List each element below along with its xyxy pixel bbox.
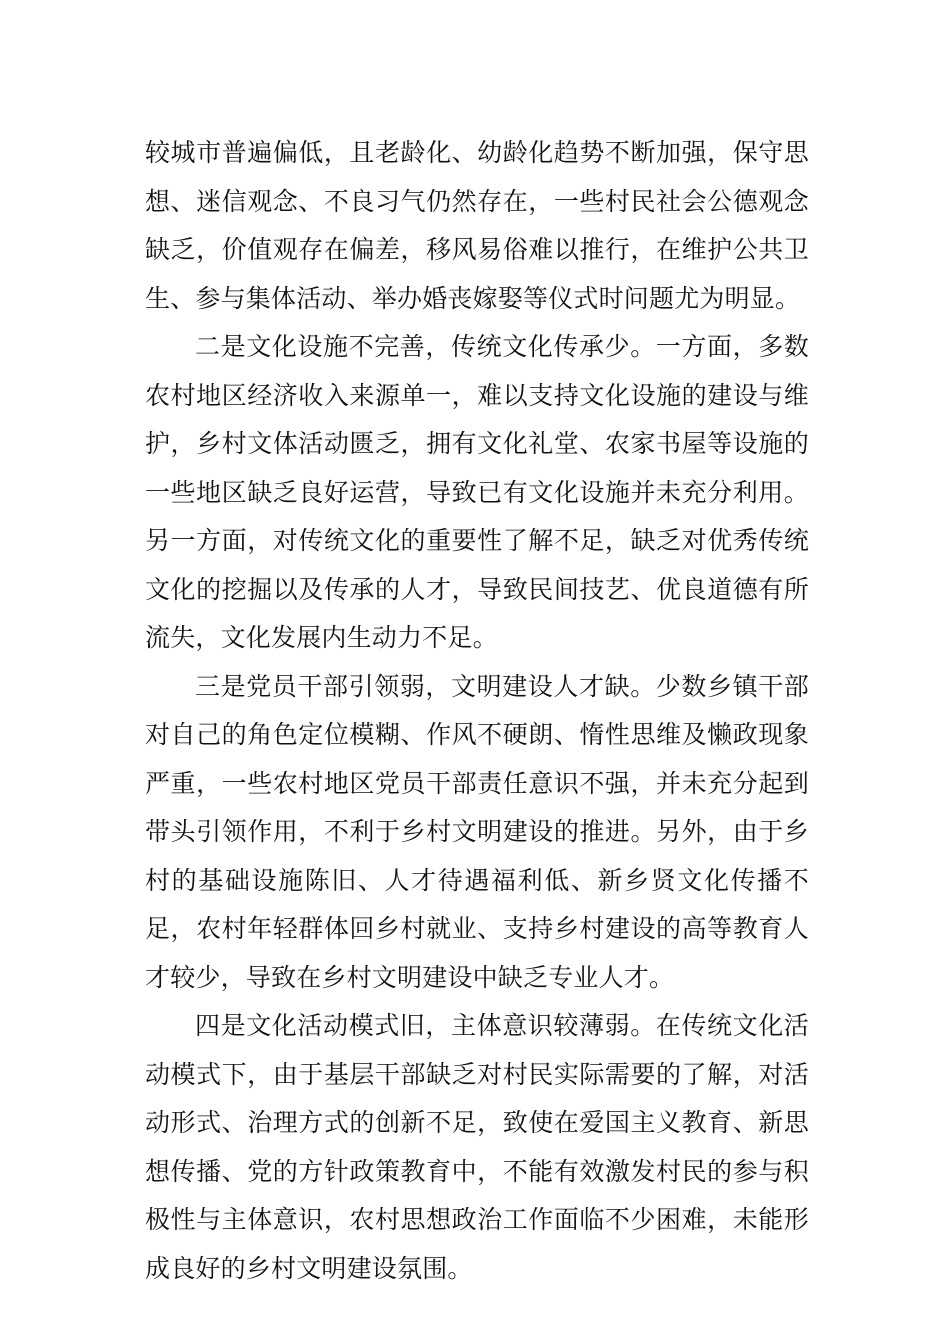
document-body (145, 129, 809, 1293)
paragraph-cultural-facilities: 二是文化设施不完善，传统文化传承少。一方面，多数农村地区经济收入来源单一，难以支持文化设施的建设与维护，乡村文体活动匮乏，拥有文化礼堂、农家书屋等设施的一些地区缺乏良好运营，导致已有文化设施并未充分利用。另一方面，对传统文化的重要性了解不足，缺乏对优秀传统文化的挖掘以及传承的人才，导致民间技艺、优良道德有所流失，文化发展内生动力不足。 (145, 332, 809, 652)
paragraph-activity-models: 四是文化活动模式旧，主体意识较薄弱。在传统文化活动模式下，由于基层干部缺乏对村民实际需要的了解，对活动形式、治理方式的创新不足，致使在爱国主义教育、新思想传播、党的方针政策教育中，不能有效激发村民的参与积极性与主体意识，农村思想政治工作面临不少困难，未能形成良好的乡村文明建设氛围。 (145, 1011, 809, 1283)
paragraph-party-cadres: 三是党员干部引领弱，文明建设人才缺。少数乡镇干部对自己的角色定位模糊、作风不硬朗、惰性思维及懒政现象严重，一些农村地区党员干部责任意识不强，并未充分起到带头引领作用，不利于乡村文明建设的推进。另外，由于乡村的基础设施陈旧、人才待遇福利低、新乡贤文化传播不足，农村年轻群体回乡村就业、支持乡村建设的高等教育人才较少，导致在乡村文明建设中缺乏专业人才。 (145, 671, 809, 992)
paragraph-continuation: 较城市普遍偏低，且老龄化、幼龄化趋势不断加强，保守思想、迷信观念、不良习气仍然存在，一些村民社会公德观念缺乏，价值观存在偏差，移风易俗难以推行，在维护公共卫生、参与集体活动、举办婚丧嫁娶等仪式时问题尤为明显。 (145, 138, 809, 313)
